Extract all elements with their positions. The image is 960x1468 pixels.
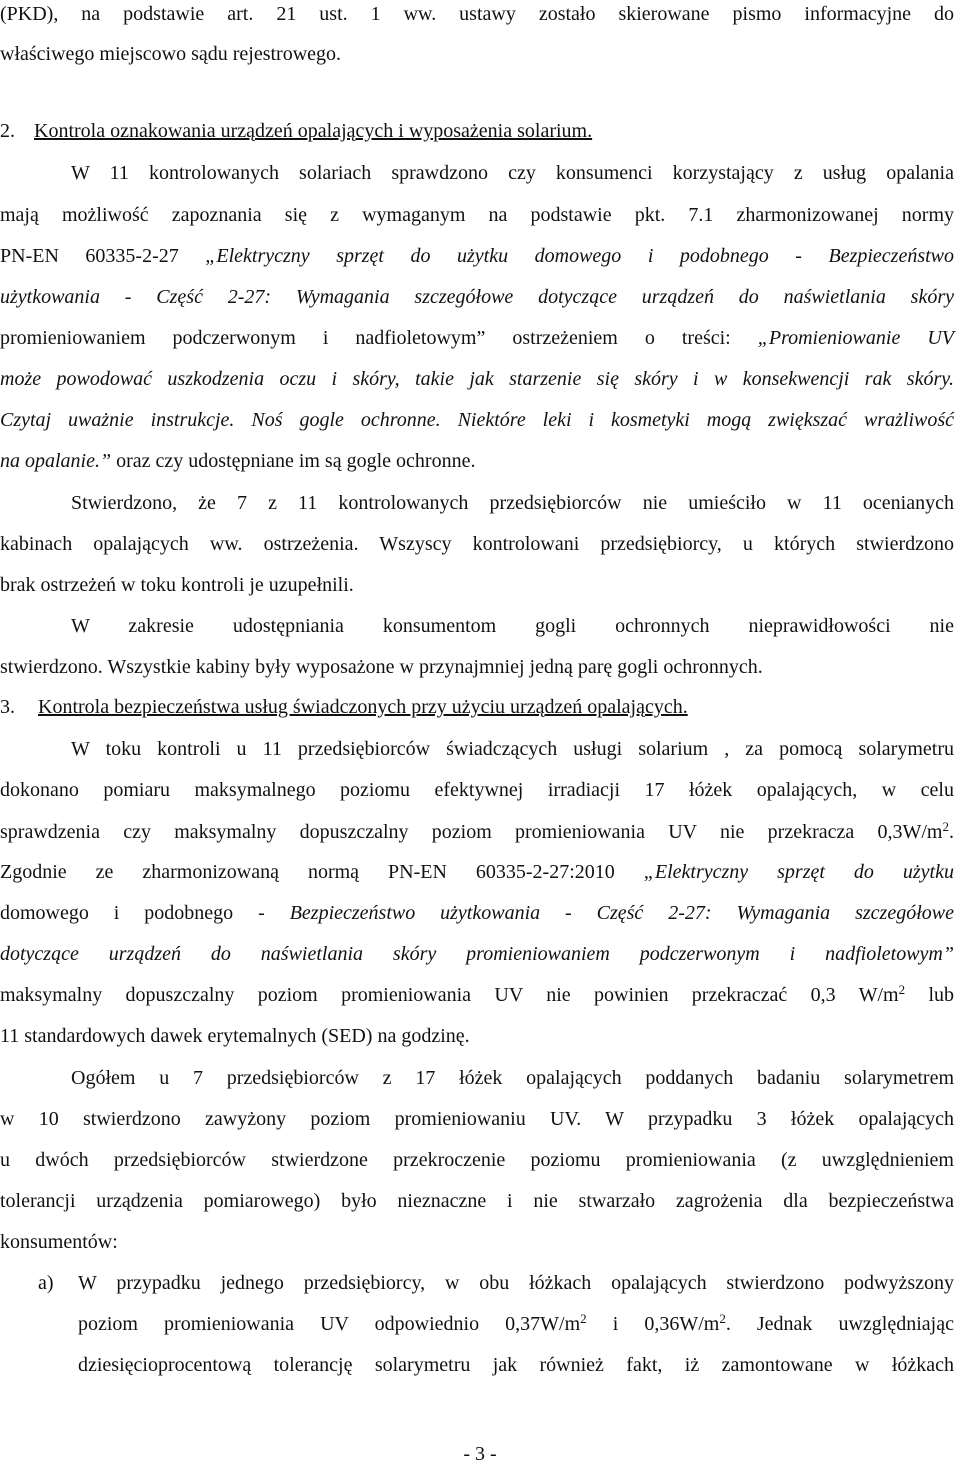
superscript: 2 — [719, 1311, 726, 1326]
paragraph-line — [0, 242, 954, 270]
page-number: - 3 - — [463, 1443, 497, 1465]
paragraph-line — [0, 899, 954, 927]
paragraph-line: mają możliwość zapoznania się z wymaganym na podstawie pkt. 7.1 zharmonizowanej normy — [0, 204, 954, 226]
text-run-italic: „Promieniowanie UV — [757, 327, 954, 349]
text-run: Zgodnie ze zharmonizowaną normą PN-EN 60335-2-27:2010 — [0, 861, 644, 883]
paragraph-line: W 11 kontrolowanych solariach sprawdzono czy konsumenci korzystający z usług opalania — [71, 162, 954, 184]
paragraph-line: W zakresie udostępniania konsumentom gogli ochronnych nieprawidłowości nie — [71, 615, 954, 637]
text-run: PN-EN 60335-2-27 — [0, 245, 206, 267]
paragraph-line: Stwierdzono, że 7 z 11 kontrolowanych przedsiębiorców nie umieściło w 11 ocenianych — [71, 492, 954, 514]
list-item-line: W przypadku jednego przedsiębiorcy, w obu łóżkach opalających stwierdzono podwyższony — [78, 1272, 954, 1294]
paragraph-line: właściwego miejscowo sądu rejestrowego. — [0, 43, 342, 65]
paragraph-line: (PKD), na podstawie art. 21 ust. 1 ww. ustawy zostało skierowane pismo informacyjne do — [0, 3, 954, 25]
section-number: 2. — [0, 120, 15, 142]
section-title: Kontrola bezpieczeństwa usług świadczonych przy użyciu urządzeń opalających. — [38, 696, 688, 718]
paragraph-line — [0, 818, 954, 846]
paragraph-line: kabinach opalających ww. ostrzeżenia. Wszyscy kontrolowani przedsiębiorcy, u których stwierdzono — [0, 533, 954, 555]
text-run: . Jednak uwzględniając — [725, 1313, 954, 1335]
text-run: i 0,36W/m — [586, 1313, 720, 1335]
paragraph-line — [0, 858, 954, 886]
paragraph-line: konsumentów: — [0, 1231, 118, 1253]
text-run-italic: Bezpieczeństwo użytkowania - Część 2-27: Wymagania szczegółowe — [289, 902, 954, 924]
paragraph-line: Ogółem u 7 przedsiębiorców z 17 łóżek opalających poddanych badaniu solarymetrem — [71, 1067, 954, 1089]
paragraph-line: stwierdzono. Wszystkie kabiny były wyposażone w przynajmniej jedną parę gogli ochronnych. — [0, 656, 763, 678]
text-run: domowego i podobnego - — [0, 902, 290, 924]
superscript: 2 — [580, 1311, 587, 1326]
text-run: oraz czy udostępniane im są gogle ochronne. — [111, 450, 476, 472]
paragraph-line: dokonano pomiaru maksymalnego poziomu efektywnej irradiacji 17 łóżek opalających, w celu — [0, 779, 954, 801]
paragraph-line: może powodować uszkodzenia oczu i skóry, takie jak starzenie się skóry i w konsekwencji rak skóry. — [0, 368, 954, 390]
section-heading-2 — [0, 117, 954, 145]
paragraph-line: użytkowania - Część 2-27: Wymagania szczegółowe dotyczące urządzeń do naświetlania skóry — [0, 286, 954, 308]
section-heading-3 — [0, 693, 954, 721]
section-number: 3. — [0, 696, 15, 718]
text-run-italic: na opalanie.” — [0, 450, 112, 472]
paragraph-line — [0, 324, 954, 352]
text-run: sprawdzenia czy maksymalny dopuszczalny poziom promieniowania UV nie przekracza 0,3W/m — [0, 821, 943, 843]
paragraph-line — [0, 447, 954, 475]
paragraph-line: brak ostrzeżeń w toku kontroli je uzupełnili. — [0, 574, 354, 596]
text-run: lub — [905, 984, 954, 1006]
text-run-italic: „Elektryczny sprzęt do użytku domowego i podobnego - Bezpieczeństwo — [205, 245, 955, 267]
text-run: promieniowaniem podczerwonym i nadfioletowym” ostrzeżeniem o treści: — [0, 327, 758, 349]
section-title: Kontrola oznakowania urządzeń opalających i wyposażenia solarium. — [34, 120, 593, 142]
paragraph-line: dotyczące urządzeń do naświetlania skóry promieniowaniem podczerwonym i nadfioletowym” — [0, 943, 954, 965]
list-marker: a) — [38, 1272, 54, 1294]
superscript: 2 — [942, 819, 949, 834]
text-run: poziom promieniowania UV odpowiednio 0,37W/m — [78, 1313, 581, 1335]
paragraph-line — [0, 981, 954, 1009]
list-item-line: dziesięcioprocentową tolerancję solarymetru jak również fakt, iż zamontowane w łóżkach — [78, 1354, 954, 1376]
text-run-italic: „Elektryczny sprzęt do użytku — [643, 861, 954, 883]
paragraph-line: tolerancji urządzenia pomiarowego) było nieznaczne i nie stwarzało zagrożenia dla bezpieczeństwa — [0, 1190, 954, 1212]
paragraph-line: 11 standardowych dawek erytemalnych (SED) na godzinę. — [0, 1025, 470, 1047]
paragraph-line: W toku kontroli u 11 przedsiębiorców świadczących usługi solarium , za pomocą solarymetru — [71, 738, 954, 760]
paragraph-line: Czytaj uważnie instrukcje. Noś gogle ochronne. Niektóre leki i kosmetyki mogą zwiększać wrażliwość — [0, 409, 954, 431]
list-item-line — [78, 1310, 954, 1338]
text-run: maksymalny dopuszczalny poziom promieniowania UV nie powinien przekraczać 0,3 W/m — [0, 984, 899, 1006]
superscript: 2 — [898, 982, 906, 997]
paragraph-line: w 10 stwierdzono zawyżony poziom promieniowaniu UV. W przypadku 3 łóżek opalających — [0, 1108, 954, 1130]
text-run: . — [949, 821, 954, 843]
paragraph-line: u dwóch przedsiębiorców stwierdzone przekroczenie poziomu promieniowania (z uwzględnieniem — [0, 1149, 954, 1171]
